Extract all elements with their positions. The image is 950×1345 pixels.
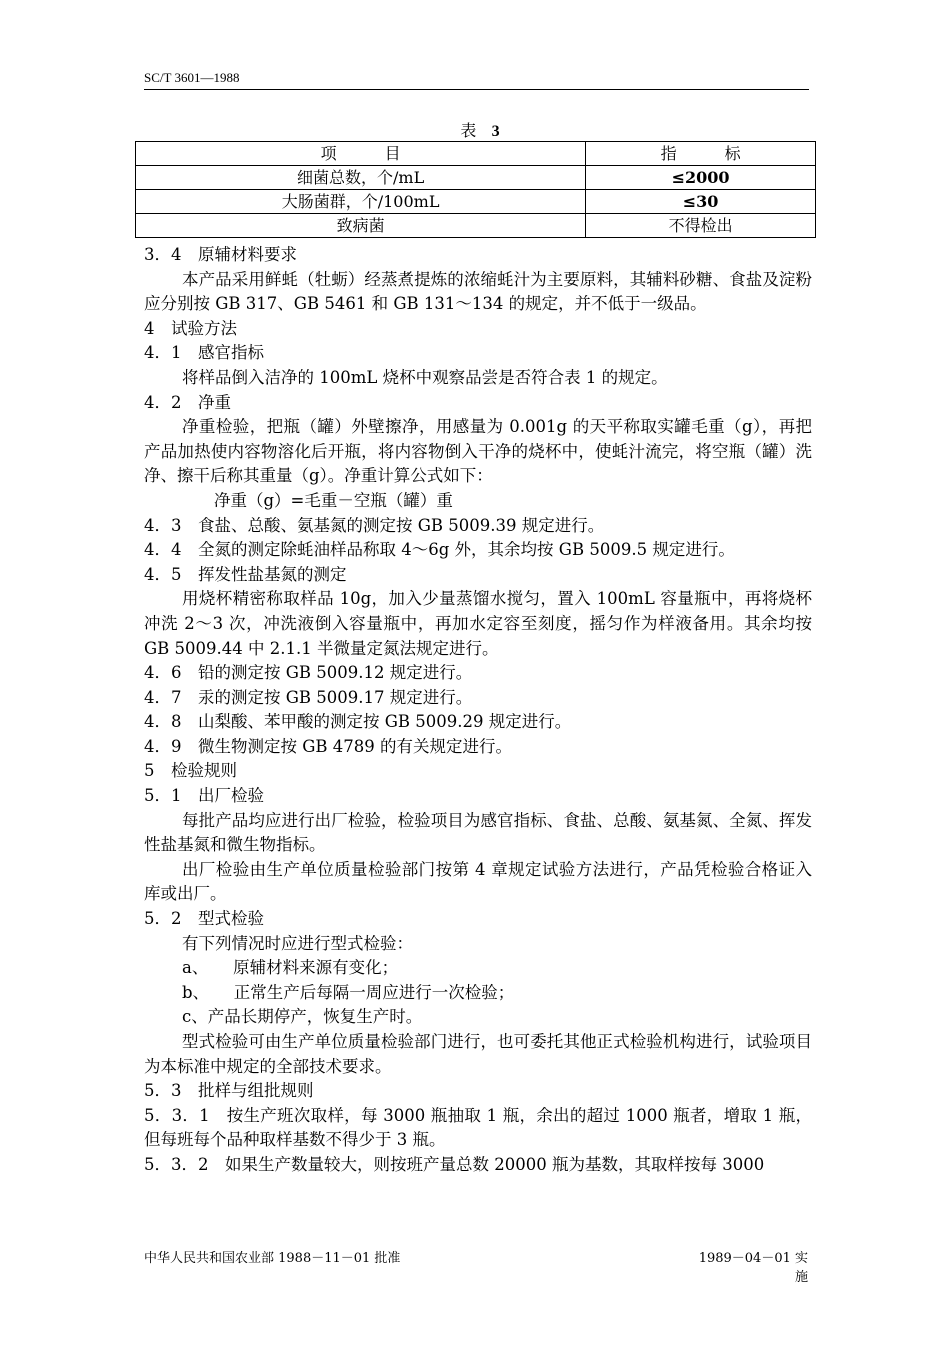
clause: 4．8 山梨酸、苯甲酸的测定按 GB 5009.29 规定进行。 [144, 712, 572, 732]
clause: 5．3．2 如果生产数量较大，则按班产量总数 20000 瓶为基数，其取样按每 3000 [144, 1154, 765, 1174]
section-heading: 5．1 出厂检验 [144, 786, 264, 806]
approval-note: 中华人民共和国农业部 1988－11－01 批准 [144, 1251, 401, 1266]
section-heading: 4．2 净重 [144, 392, 231, 412]
table-row [136, 214, 816, 238]
list-item: b、 正常生产后每隔一周应进行一次检验； [182, 982, 515, 1002]
paragraph: 用烧杯精密称取样品 10g，加入少量蒸馏水搅匀，置入 100mL 容量瓶中，再将烧杯冲洗 2～3 次，冲洗液倒入容量瓶中，再加水定容至刻度，摇匀作为样液备用。其余均按 GB 5009.44 中 2.1.1 半微量定氮法规定进行。 [144, 589, 812, 658]
section-heading: 5．3 批样与组批规则 [144, 1081, 314, 1101]
table-caption [144, 118, 816, 141]
clause: 4．6 铅的测定按 GB 5009.12 规定进行。 [144, 663, 473, 683]
section-heading: 5 检验规则 [144, 761, 237, 781]
header-item: 项 目 [136, 142, 586, 166]
row-item: 致病菌 [136, 214, 586, 238]
table-header-row [136, 142, 816, 166]
paragraph: 将样品倒入洁净的 100mL 烧杯中观察品尝是否符合表 1 的规定。 [182, 367, 668, 387]
paragraph: 出厂检验由生产单位质量检验部门按第 4 章规定试验方法进行，产品凭检验合格证入库或出厂。 [144, 859, 812, 904]
paragraph: 本产品采用鲜蚝（牡蛎）经蒸煮提炼的浓缩蚝汁为主要原料，其辅料砂糖、食盐及淀粉应分别按 GB 317、GB 5461 和 GB 131～134 的规定，并不低于一级品。 [144, 269, 812, 314]
implementation-note: 1989－04－01 实施 [698, 1251, 808, 1285]
section-heading: 5．2 型式检验 [144, 909, 264, 929]
row-value: ≤30 [586, 190, 816, 214]
list-item: c、产品长期停产，恢复生产时。 [182, 1007, 423, 1027]
table-row [136, 190, 816, 214]
standard-code: SC/T 3601—1988 [144, 70, 240, 85]
section-heading: 3．4 原辅材料要求 [144, 245, 297, 264]
clause: 4．4 全氮的测定除蚝油样品称取 4～6g 外，其余均按 GB 5009.5 规定进行。 [144, 540, 735, 560]
section-heading: 4．5 挥发性盐基氮的测定 [144, 564, 347, 584]
paragraph: 净重检验，把瓶（罐）外壁擦净，用感量为 0.001g 的天平称取实罐毛重（g），再把产品加热使内容物溶化后开瓶，将内容物倒入干净的烧杯中，使蚝汁流完，将空瓶（罐）洗净、擦干后称其重量（g）。净重计算公式如下： [144, 417, 812, 486]
clause: 5．3．1 按生产班次取样，每 3000 瓶抽取 1 瓶，余出的超过 1000 瓶者，增取 1 瓶，但每班每个品种取样基数不得少于 3 瓶。 [144, 1105, 812, 1150]
row-item: 大肠菌群，个/100mL [136, 190, 586, 214]
header-indicator: 指 标 [586, 142, 816, 166]
table-caption-prefix: 表 [460, 121, 477, 140]
paragraph: 型式检验可由生产单位质量检验部门进行，也可委托其他正式检验机构进行，试验项目为本标准中规定的全部技术要求。 [144, 1032, 812, 1076]
formula: 净重（g）=毛重－空瓶（罐）重 [214, 490, 453, 510]
clause: 4．9 微生物测定按 GB 4789 的有关规定进行。 [144, 736, 513, 756]
table-3 [135, 141, 816, 238]
row-value: 不得检出 [586, 214, 816, 238]
paragraph: 有下列情况时应进行型式检验： [182, 933, 413, 953]
list-item: a、 原辅材料来源有变化； [182, 958, 399, 978]
section-heading: 4 试验方法 [144, 318, 237, 338]
table-row [136, 166, 816, 190]
clause: 4．3 食盐、总酸、氨基氮的测定按 GB 5009.39 规定进行。 [144, 515, 605, 535]
table-caption-number: 3 [491, 123, 500, 140]
document-body [144, 243, 812, 1178]
row-value: ≤2000 [586, 166, 816, 190]
paragraph: 每批产品均应进行出厂检验，检验项目为感官指标、食盐、总酸、氨基氮、全氮、挥发性盐基氮和微生物指标。 [144, 810, 812, 855]
section-heading: 4．1 感官指标 [144, 343, 264, 363]
row-item: 细菌总数，个/mL [136, 166, 586, 190]
clause: 4．7 汞的测定按 GB 5009.17 规定进行。 [144, 687, 473, 707]
header-rule [144, 89, 809, 90]
